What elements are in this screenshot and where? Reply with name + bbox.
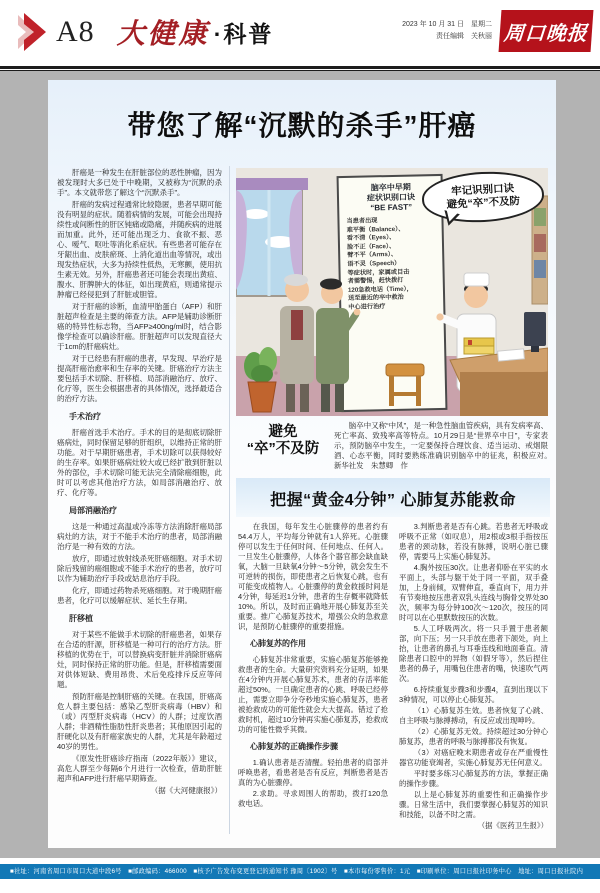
article2-subhead: 心肺复苏的作用 (250, 639, 306, 648)
article2-paragraph: 3.判断患者是否有心跳。若患者无呼吸或呼吸不正常（如叹息），用2根或3根手指按压患者的颈动脉，若没有脉搏，说明心脏已骤停，需要马上实施心肺复苏。 (399, 522, 548, 561)
article1-paragraph: 对于某些不能做手术切除的肝癌患者，如果存在合适的肝源，肝移植是一种可行的治疗方法。肝移植的优势在于，可以替换病变肝脏并消除肝癌病灶，同时保持正常的肝功能。但是，肝移植需要面对供体短缺、费用昂贵、术后免疫排斥反应等问题。 (57, 630, 222, 689)
poster-line: 臂不平（Arms）、 (347, 251, 398, 260)
poster-title-line: 脑卒中早期 (370, 182, 411, 193)
article2-paragraph: 6.持续重复步骤3和步骤4，直到出现以下3种情况，可以停止心肺复苏。 (399, 685, 548, 704)
article2-credit: （据《医药卫生报》） (477, 821, 548, 830)
poster-line: 难平衡（Balance）、 (346, 225, 405, 234)
newspaper-page (48, 80, 556, 848)
article2-subhead: 心肺复苏的正确操作步骤 (250, 742, 338, 751)
poster-line: 者需警惕，赶快拨打 (347, 276, 404, 286)
content-row (54, 166, 556, 854)
masthead-chevron-icon (16, 13, 50, 51)
article2-paragraph: 4.胸外按压30次。让患者仰卧在平实的水平面上，头部与躯干处于同一平面，双手叠加，上身前倾，双臂伸直，垂直向下，用力并有节奏地按压患者双乳头连线与胸骨交界处30次，频率为每分钟100次～120次，按压的同时可以在心里默数按压的次数。 (399, 563, 548, 622)
poster-title-line: 症状识别口诀 (366, 192, 416, 203)
article1-paragraph: 对于已经患有肝癌的患者，早发现、早治疗是提高肝癌治愈率和生存率的关键。肝癌治疗方法主要包括手术切除、肝移植、局部消融治疗、放疗、化疗等，医生会根据患者的具体情况，选择最适合的治疗方法。 (57, 354, 222, 403)
article2-paragraph: 2.求助。寻求周围人的帮助，拨打120急救电话。 (238, 789, 388, 808)
imprint-footer: ■社址：河南省周口市周口大道中段6号 ■邮政编码：466000 ■核予广告发布变更登记的通知书 豫周〔1902〕号 ■本市每份零售价：1元 ■印刷单位：周口日报社印务中心 地址：周口日报社院内 (0, 864, 600, 879)
poster-line: 等症状时，家属或目击 (347, 268, 410, 277)
article2-body (236, 522, 550, 854)
article1-paragraph: 预防肝癌是控制肝癌的关键。在我国，肝癌高危人群主要包括：感染乙型肝炎病毒（HBV）和（或）丙型肝炎病毒（HCV）的人群；过度饮酒人群；非酒精性脂肪性肝炎患者；其他原因引起的肝硬化以及有肝癌家族史的人群，尤其是年龄超过40岁的男性。 (57, 692, 222, 751)
caption-title (236, 419, 330, 471)
article1-headline: 带您了解“沉默的杀手”肝癌 (127, 110, 477, 141)
article2-paragraph: 以上是心肺复苏的重要性和正确操作步骤。日常生活中，我们要掌握心肺复苏的知识和技能，以备不时之需。 (399, 790, 548, 819)
date-block (402, 19, 492, 43)
masthead (0, 0, 600, 66)
bookshelf (532, 196, 548, 304)
article1-subhead: 肝移植 (69, 614, 93, 623)
article1-paragraph: 《原发性肝癌诊疗指南（2022年版）》建议，高危人群至少每隔6个月进行一次检查，借助肝脏超声和AFP进行肝癌早期筛查。 (57, 754, 222, 783)
caption-paragraph: 脑卒中又称“中风”，是一种急性脑血管疾病，具有发病率高、死亡率高、致残率高等特点。10月29日是“世界卒中日”，专家表示，预防脑卒中发生，一定要保持合理饮食、适当运动、戒烟限酒、心态平衡，同时要熟练准确识别脑卒中的征兆，积极应对。 新华社发 朱慧卿 作 (334, 421, 556, 470)
article1-subhead: 局部消融治疗 (69, 506, 117, 515)
article1-body (54, 166, 230, 834)
editor-line: 责任编辑 关秋丽 (436, 33, 492, 40)
article2-paragraph: 1.确认患者是否清醒。轻拍患者的肩部并呼唤患者，看患者是否有反应，判断患者是否真的为心脏骤停。 (238, 758, 388, 787)
article2-paragraph: （3）对癌症晚末期患者或存在严重慢性器官功能衰竭者，实施心肺复苏无任何意义。 (399, 748, 548, 767)
masthead-left (16, 12, 273, 52)
article1-paragraph: 放疗，即通过放射线杀死肝癌细胞。对手术切除后残留的癌细胞或不能手术治疗的患者，放疗可以作为辅助治疗手段或姑息治疗手段。 (57, 554, 222, 583)
caption-title-line: 避免 (268, 424, 298, 440)
cartoon-caption (236, 419, 556, 471)
article2-paragraph: 平时要多练习心肺复苏的方法，掌握正确的操作步骤。 (399, 769, 548, 788)
article1-paragraph: 肝癌是一种发生在肝脏部位的恶性肿瘤，因为被发现时大多已处于中晚期，又被称为“沉默的杀手”。本文就带您了解这个“沉默杀手”。 (57, 168, 222, 197)
poster-line: 脸不正（Face）、 (346, 242, 396, 251)
article1-paragraph: 化疗，即通过药物杀死癌细胞。对于晚期肝癌患者，化疗可以缓解症状、延长生存期。 (57, 586, 222, 605)
bubble-line: 避免“卒”不及防 (446, 195, 521, 211)
article1-paragraph: 对于肝癌的诊断，血清甲胎蛋白（AFP）和肝脏超声检查是主要的筛查方法。AFP是辅助诊断肝癌的特异性标志物，当AFP≥400ng/ml时，结合影像学检查可以确诊肝癌。肝脏超声可以发现直径大于1cm的肝癌病灶。 (57, 302, 222, 351)
article2-paragraph: 心肺复苏非常重要，实施心肺复苏能够挽救患者的生命。大量研究资料充分证明，如果在4分钟内开展心肺复苏术，患者的存活率能超过50%。一旦确定患者的心跳、呼吸已经停止，需要立即争分夺秒地实施心肺复苏，患者被抢救成功的可能性就会大大提高。错过了抢救时机，超过10分钟再实施心肺复苏，抢救成功的可能性微乎其微。 (238, 655, 388, 734)
section-subtitle: ·科普 (213, 20, 274, 47)
newspaper-logo: 周口晚报 (499, 10, 594, 52)
article1-subhead: 手术治疗 (69, 412, 101, 421)
poster-line: 看不清（Eyes）、 (346, 234, 396, 243)
poster-line: 语不灵（Speech） (347, 259, 401, 268)
bubble-line: 牢记识别口诀 (450, 182, 515, 198)
section-title: 大健康 (116, 17, 210, 50)
poster-line: 当患者出现 (346, 217, 378, 225)
article1-paragraph: 这是一种通过高温或冷冻等方法消除肝癌局部病灶的方法，对于不能手术治疗的患者，局部消融治疗是一种有效的方法。 (57, 522, 222, 551)
article1-paragraph: 肝癌的发病过程通常比较隐匿，患者早期可能没有明显的症状。随着病情的发展，可能会出现持续性或间断性的肝区钝痛或隐痛，并随疾病的进展而加重。此外，还可能出现乏力、食欲不振、恶心、嗳气、呕吐等消化系症状。有些患者可能存在牙龈出血、皮肤瘀斑、上消化道出血等情况，或出现发热症状，大多为持续性低热，无寒颤，使用抗生素无效。另外，肝癌患者还可能会表现出黄疸、腹水、肝脾肿大的体征，如出现黄疸，则通常提示肿瘤已经侵犯到了肝脏或胆管。 (57, 200, 222, 299)
right-region (230, 166, 556, 854)
masthead-right (402, 10, 592, 52)
caption-title-line: “卒”不及防 (246, 441, 320, 457)
article2-column-1 (236, 522, 393, 854)
poster-title-line: “BE FAST” (370, 202, 413, 213)
article2-paragraph: 5.人工呼吸两次。将一只手置于患者额部，向下压；另一只手放在患者下颌处，向上抬，让患者的鼻孔与耳垂连线和地面垂直。清除患者口腔中的异物（如假牙等），然后捏住患者的鼻子，用嘴包住患者的嘴，快速吹气两次。 (399, 624, 548, 683)
stroke-cartoon (236, 168, 548, 416)
poster-line: 120急救电话（Time）， (347, 285, 413, 294)
article2-headline: 把握“黄金4分钟” 心肺复苏能救命 (236, 478, 550, 517)
article2-paragraph: （1）心肺复苏生效。患者恢复了心跳、自主呼吸与脉搏搏动，有反应或出现呻吟。 (399, 706, 548, 725)
article1-paragraph: 肝癌首选手术治疗。手术的目的是彻底切除肝癌病灶，同时保留足够的肝组织，以维持正常的肝功能。对于早期肝癌患者，手术切除可以获得较好的生存率。如果肝癌病灶较大或已经扩散到肝脏以外的部位，手术切除可能无法完全清除癌细胞，此时可以考虑其他治疗方法，如局部消融治疗、放疗、化疗等。 (57, 428, 222, 497)
caption-text (330, 419, 556, 471)
article2-paragraph: （2）心肺复苏无效。持续超过30分钟心肺复苏，患者的呼吸与脉搏都没有恢复。 (399, 727, 548, 746)
poster-line: 送至最近的卒中救治 (348, 294, 404, 303)
article2-column-2 (393, 522, 550, 854)
poster-line: 中心进行治疗 (348, 303, 386, 311)
article2-paragraph: 在我国，每年发生心脏骤停的患者约有54.4万人，平均每分钟就有1人猝死。心脏骤停可以发生于任何时间、任何地点、任何人。一旦发生心脏骤停，人体各个器官都会缺血缺氧，大脑一旦缺氧4分钟～5分钟，就会发生不可逆转的损伤，即使患者之后恢复心跳，也有可能变成植物人。心脏骤停的黄金救援时间是4分钟，每延迟1分钟，患者的生存概率就降低10%。所以，及时而正确地开展心肺复苏至关重要。推广心肺复苏技术，增强公众的急救意识，是预防心脏骤停的重要措施。 (238, 522, 388, 631)
page-number: A8 (56, 15, 95, 48)
article1-credit: （据《大河健康报》） (150, 786, 222, 795)
date-line: 2023 年 10 月 31 日 星期二 (402, 21, 492, 28)
